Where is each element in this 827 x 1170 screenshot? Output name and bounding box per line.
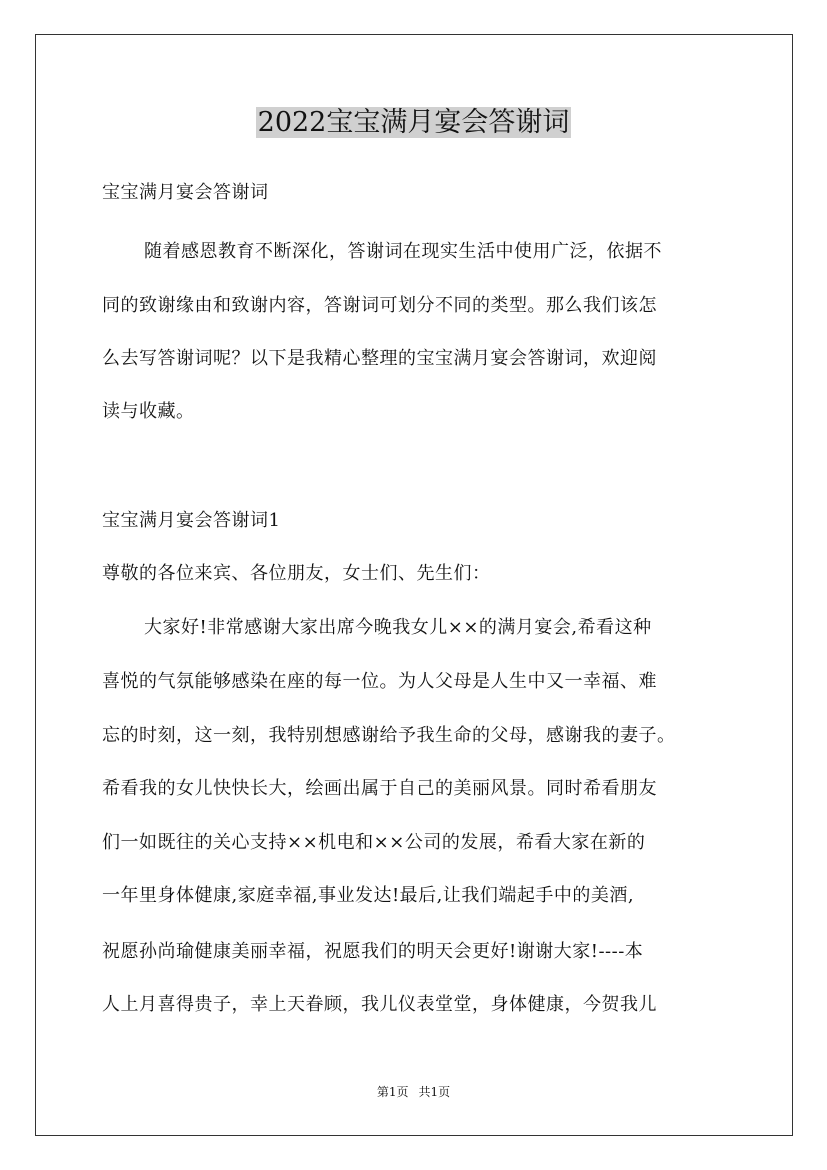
- page-number-current: 第1页: [376, 1085, 409, 1099]
- body-line-7: 祝愿孙尚瑜健康美丽幸福，祝愿我们的明天会更好!谢谢大家!----本: [102, 941, 644, 962]
- body-line-3: 忘的时刻，这一刻，我特别想感谢给予我生命的父母，感谢我的妻子。: [102, 725, 676, 746]
- body-line-6: 一年里身体健康,家庭幸福,事业发达!最后,让我们端起手中的美酒,: [102, 885, 635, 906]
- document-title: 2022宝宝满月宴会答谢词: [257, 107, 570, 138]
- body-line-8: 人上月喜得贵子，幸上天眷顾，我儿仪表堂堂，身体健康，今贺我儿: [102, 994, 657, 1015]
- subtitle-line: 宝宝满月宴会答谢词: [102, 182, 269, 203]
- body-line-1: 大家好!非常感谢大家出席今晚我女儿××的满月宴会,希看这种: [144, 617, 652, 638]
- intro-line-2: 同的致谢缘由和致谢内容，答谢词可划分不同的类型。那么我们该怎: [102, 295, 657, 316]
- intro-line-3: 么去写答谢词呢？以下是我精心整理的宝宝满月宴会答谢词，欢迎阅: [102, 348, 657, 369]
- body-line-5: 们一如既往的关心支持××机电和××公司的发展，希看大家在新的: [102, 832, 646, 853]
- page-number-total: 共1页: [418, 1085, 451, 1099]
- intro-line-1: 随着感恩教育不断深化，答谢词在现实生活中使用广泛，依据不: [144, 241, 662, 262]
- body-line-2: 喜悦的气氛能够感染在座的每一位。为人父母是人生中又一幸福、难: [102, 671, 657, 692]
- body-line-4: 希看我的女儿快快长大，绘画出属于自己的美丽风景。同时希看朋友: [102, 778, 657, 799]
- page-footer: [0, 1084, 827, 1100]
- salutation-line: 尊敬的各位来宾、各位朋友，女士们、先生们：: [102, 563, 491, 584]
- section-heading: 宝宝满月宴会答谢词1: [102, 510, 281, 531]
- intro-line-4: 读与收藏。: [102, 401, 195, 422]
